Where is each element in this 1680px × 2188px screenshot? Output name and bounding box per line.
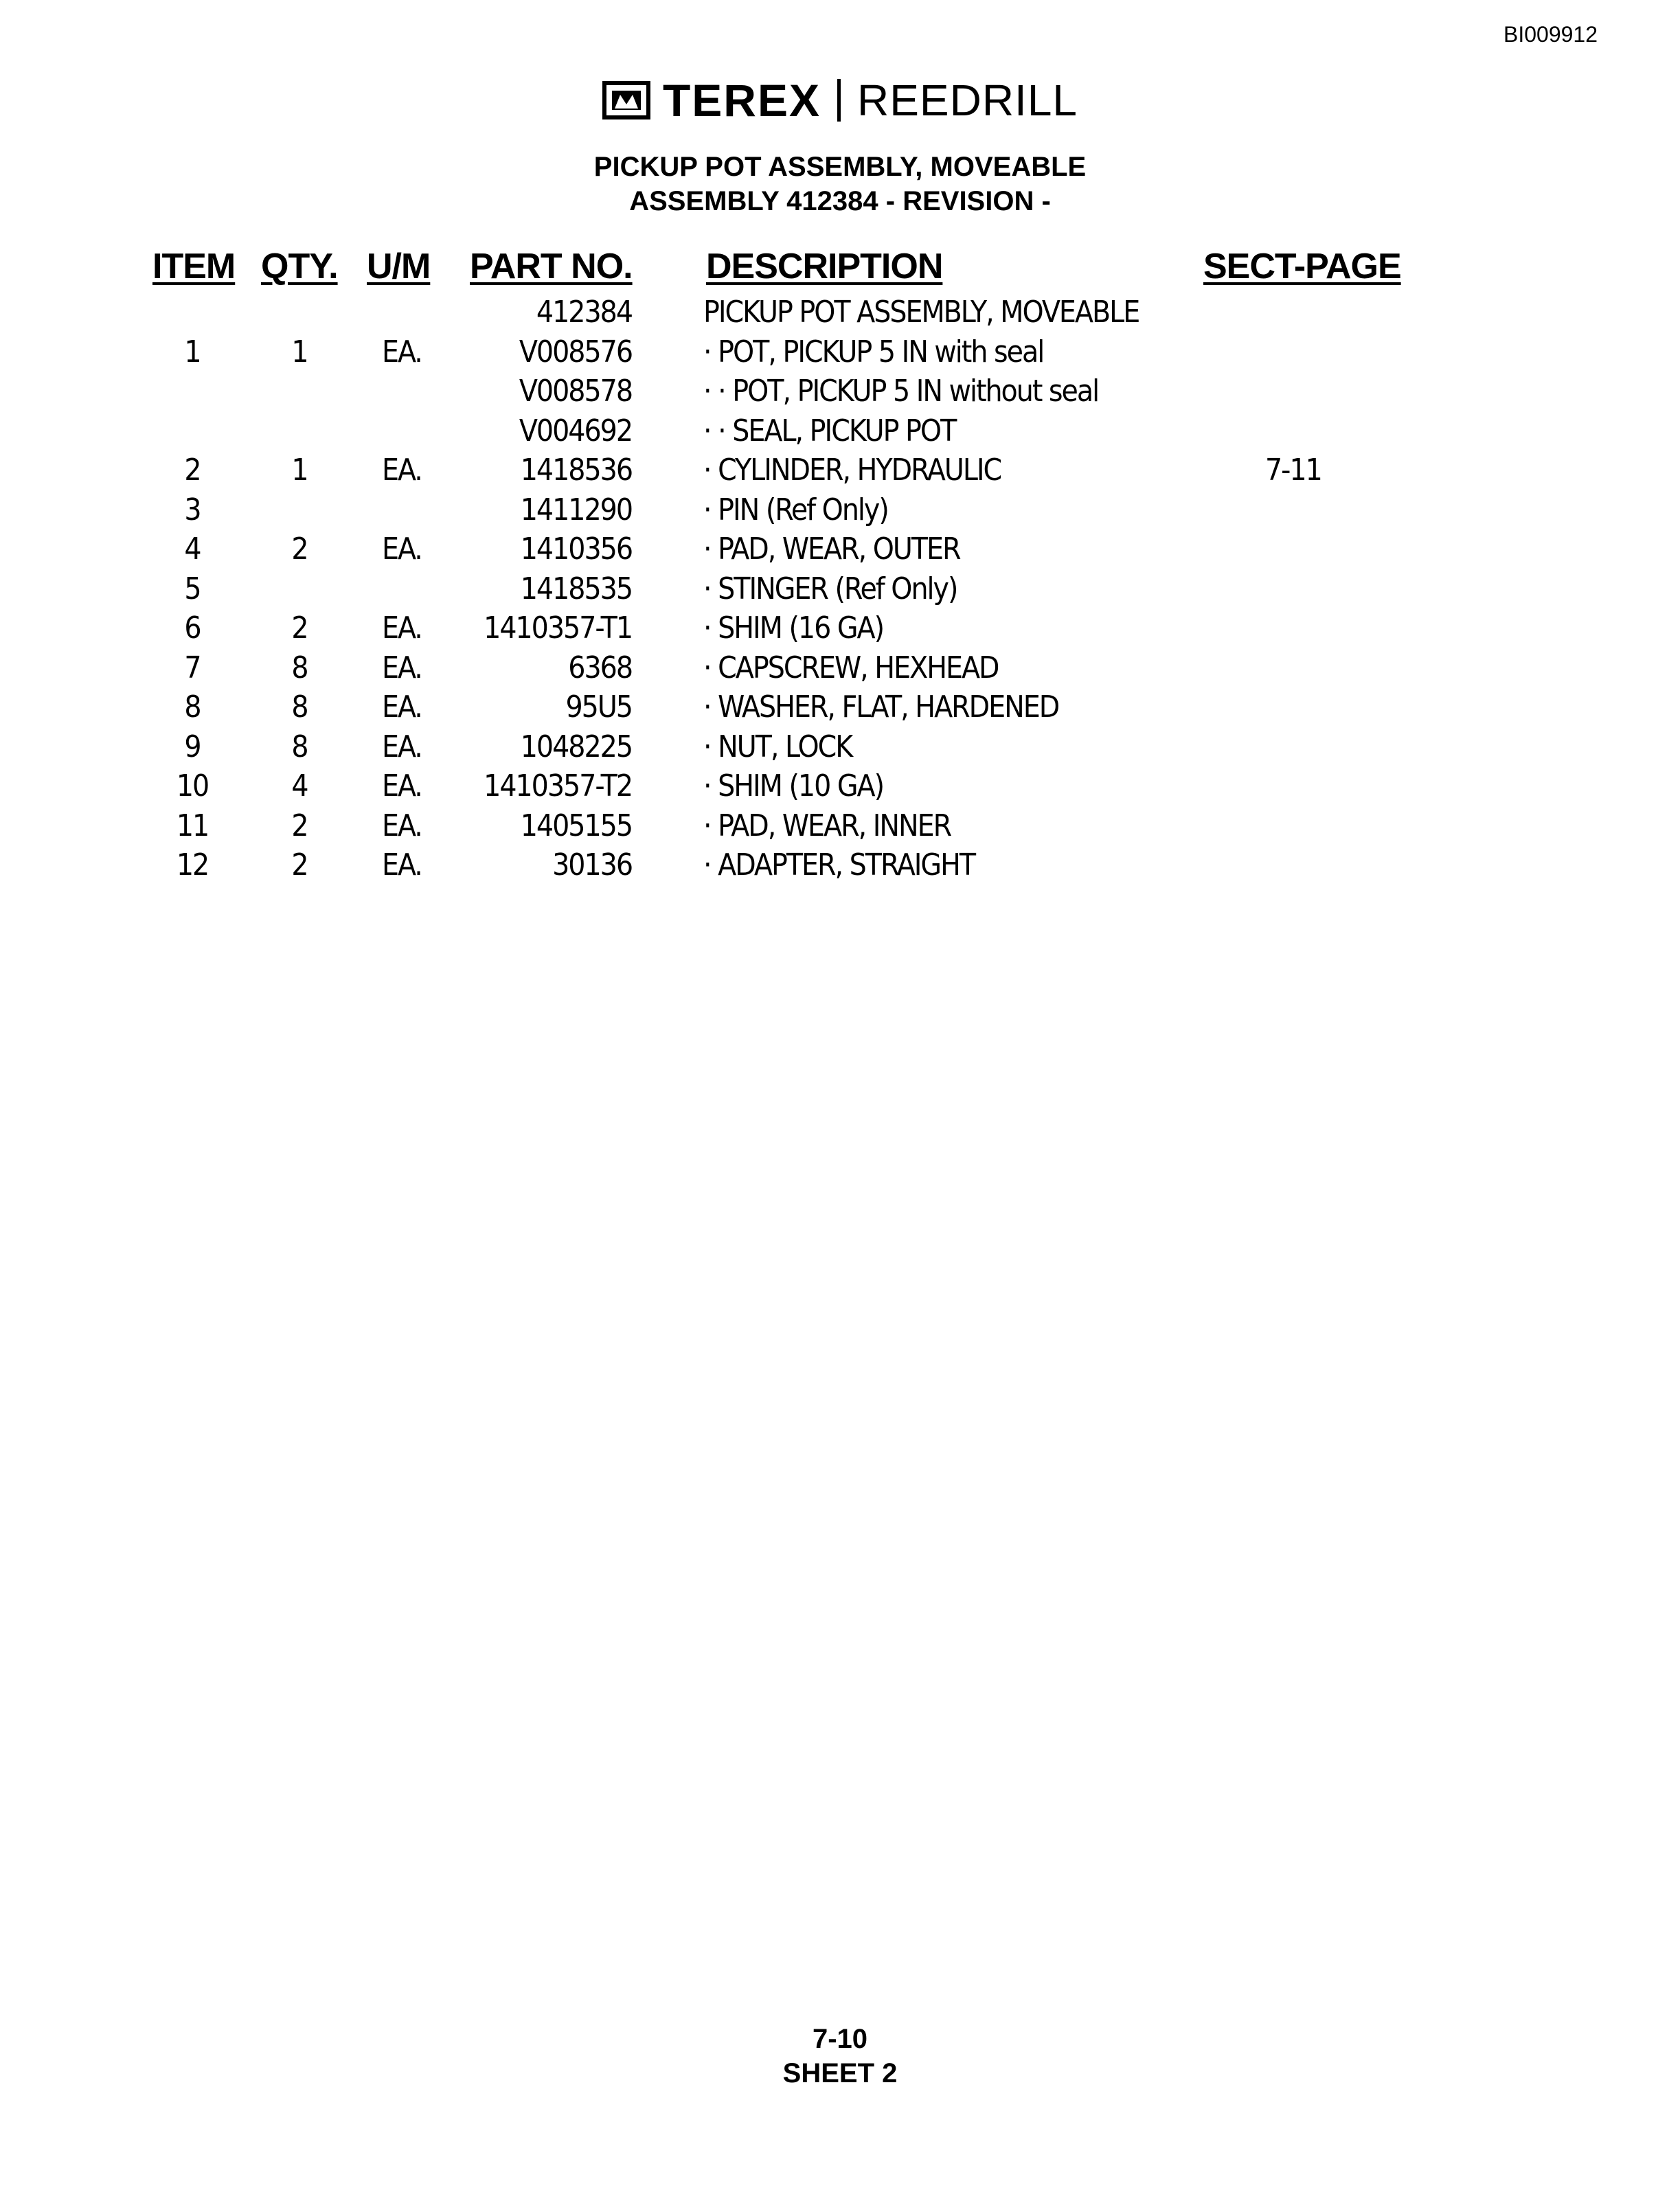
row-description: · CYLINDER, HYDRAULIC	[703, 453, 1001, 488]
row-part-no: 30136	[552, 847, 632, 882]
row-part-no: 1411290	[520, 492, 632, 527]
row-qty: 2	[291, 611, 308, 646]
terex-logo-icon	[602, 81, 650, 119]
row-qty: 2	[291, 847, 308, 882]
table-row	[0, 529, 1680, 569]
row-item: 9	[184, 729, 201, 764]
header-um: U/M	[367, 247, 431, 286]
document-title: PICKUP POT ASSEMBLY, MOVEABLE	[593, 152, 1087, 182]
row-um: EA.	[382, 650, 422, 685]
row-description: · STINGER (Ref Only)	[703, 571, 957, 606]
sheet-number: SHEET 2	[782, 2058, 898, 2088]
row-part-no: 412384	[536, 295, 632, 330]
table-header-row	[0, 247, 1680, 293]
document-subtitle: ASSEMBLY 412384 - REVISION -	[629, 186, 1051, 216]
row-part-no: V008578	[519, 374, 632, 409]
row-part-no: 6368	[568, 650, 632, 685]
row-qty: 2	[291, 532, 308, 567]
table-row	[0, 411, 1680, 451]
row-description: · NUT, LOCK	[703, 729, 852, 764]
header-qty: QTY.	[261, 247, 338, 286]
row-item: 6	[184, 611, 201, 646]
row-part-no: 1410357-T1	[484, 611, 632, 646]
row-part-no: V008576	[519, 334, 632, 369]
row-description: · PIN (Ref Only)	[703, 492, 888, 527]
row-description: · CAPSCREW, HEXHEAD	[703, 650, 999, 685]
table-row	[0, 451, 1680, 490]
header-sect-page: SECT-PAGE	[1203, 247, 1401, 286]
row-part-no: 1048225	[520, 729, 632, 764]
row-description: · · SEAL, PICKUP POT	[703, 413, 956, 448]
table-row	[0, 845, 1680, 885]
table-body	[0, 293, 1680, 885]
brand-divider	[837, 79, 841, 122]
row-description: · SHIM (10 GA)	[703, 768, 884, 804]
row-qty: 1	[291, 334, 308, 369]
table-row	[0, 766, 1680, 806]
row-item: 5	[184, 571, 201, 606]
row-description: · WASHER, FLAT, HARDENED	[703, 690, 1059, 725]
row-item: 2	[184, 453, 201, 488]
header-item: ITEM	[152, 247, 236, 286]
row-item: 4	[184, 532, 201, 567]
page-number: 7-10	[812, 2024, 868, 2054]
brand-name: TEREX	[662, 75, 821, 126]
row-um: EA.	[382, 768, 422, 804]
row-item: 12	[176, 847, 209, 882]
table-row	[0, 727, 1680, 767]
row-description: · · POT, PICKUP 5 IN without seal	[703, 374, 1099, 409]
parts-table	[0, 247, 1680, 885]
row-part-no: 1410356	[520, 532, 632, 567]
row-qty: 8	[291, 690, 308, 725]
row-item: 8	[184, 690, 201, 725]
header-description: DESCRIPTION	[706, 247, 943, 286]
row-item: 10	[176, 768, 209, 804]
row-qty: 8	[291, 650, 308, 685]
row-um: EA.	[382, 334, 422, 369]
row-um: EA.	[382, 532, 422, 567]
row-part-no: V004692	[519, 413, 632, 448]
row-part-no: 1405155	[520, 808, 632, 843]
table-row	[0, 648, 1680, 688]
table-row	[0, 332, 1680, 372]
row-qty: 8	[291, 729, 308, 764]
table-row	[0, 608, 1680, 648]
table-row	[0, 569, 1680, 609]
row-um: EA.	[382, 611, 422, 646]
row-item: 1	[184, 334, 201, 369]
row-description: · POT, PICKUP 5 IN with seal	[703, 334, 1044, 369]
row-description: · PAD, WEAR, OUTER	[703, 532, 960, 567]
table-row	[0, 372, 1680, 411]
header-part-no: PART NO.	[470, 247, 633, 286]
row-part-no: 1410357-T2	[484, 768, 632, 804]
brand-subname: REEDRILL	[857, 76, 1078, 125]
row-qty: 4	[291, 768, 308, 804]
row-part-no: 1418536	[520, 453, 632, 488]
row-item: 3	[184, 492, 201, 527]
row-qty: 2	[291, 808, 308, 843]
row-description: · ADAPTER, STRAIGHT	[703, 847, 975, 882]
table-row	[0, 687, 1680, 727]
row-um: EA.	[382, 729, 422, 764]
row-um: EA.	[382, 808, 422, 843]
row-qty: 1	[291, 453, 308, 488]
row-part-no: 95U5	[565, 690, 632, 725]
table-row	[0, 490, 1680, 530]
brand-header	[0, 74, 1680, 126]
row-item: 7	[184, 650, 201, 685]
row-um: EA.	[382, 847, 422, 882]
table-row	[0, 293, 1680, 332]
row-part-no: 1418535	[520, 571, 632, 606]
row-description: PICKUP POT ASSEMBLY, MOVEABLE	[703, 295, 1139, 330]
document-id: BI009912	[1503, 22, 1598, 47]
row-sect-page: 7-11	[1265, 453, 1321, 488]
row-description: · SHIM (16 GA)	[703, 611, 884, 646]
row-um: EA.	[382, 690, 422, 725]
row-item: 11	[176, 808, 209, 843]
row-um: EA.	[382, 453, 422, 488]
table-row	[0, 806, 1680, 846]
row-description: · PAD, WEAR, INNER	[703, 808, 951, 843]
